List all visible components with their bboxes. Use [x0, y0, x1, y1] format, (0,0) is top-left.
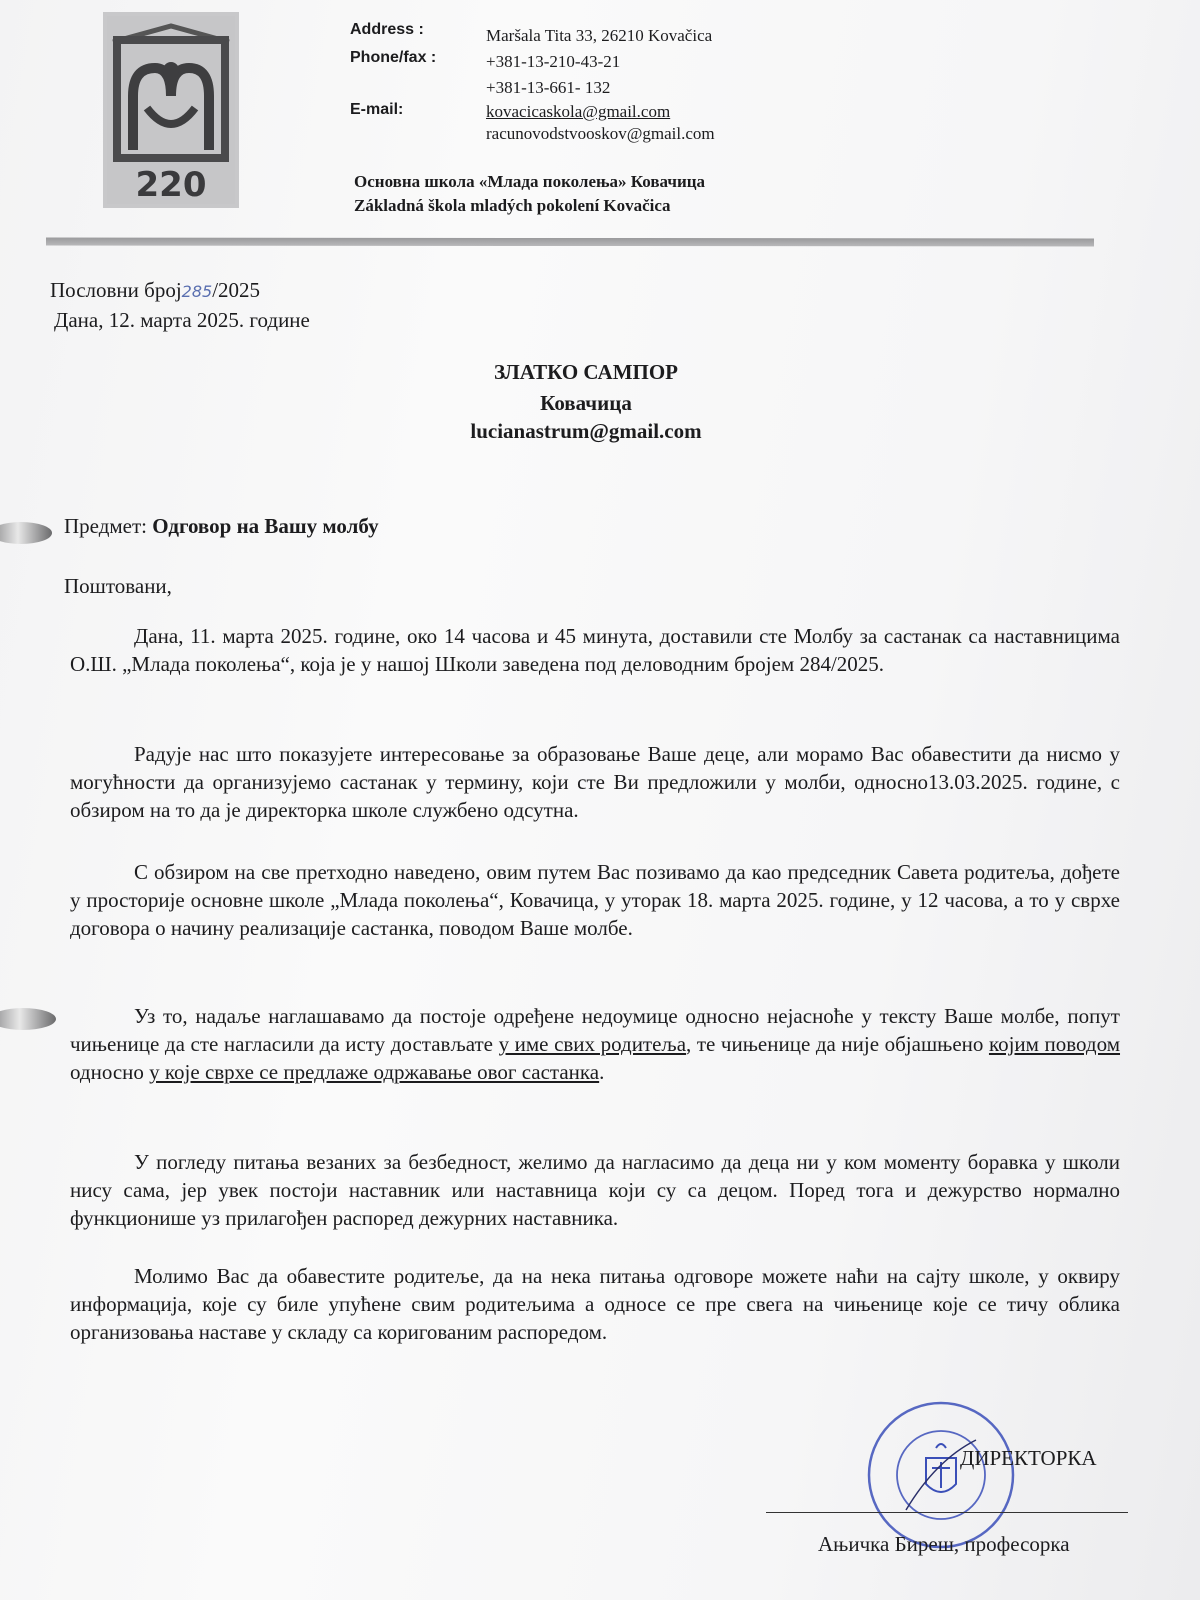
reference-prefix: Пословни број	[50, 278, 182, 302]
paragraph-4-part-b: , те чињенице да није објашњено	[686, 1032, 989, 1056]
email-label: E-mail:	[350, 101, 404, 118]
underlined-all-parents: у име свих родитеља	[498, 1032, 687, 1056]
header-divider	[46, 238, 1094, 247]
paragraph-4-part-d: .	[599, 1060, 605, 1084]
letter-date: Дана, 12. марта 2025. године	[54, 308, 310, 332]
email-1[interactable]: kovacicaskola@gmail.com	[486, 102, 671, 121]
school-logo	[103, 12, 239, 208]
reference-suffix: /2025	[212, 278, 261, 302]
logo-number: 220	[135, 165, 207, 205]
paragraph-5: У погледу питања везаних за безбедност, желимо да нагласимо да деца ни у ком моменту боравка у школи нису сама, јер увек постоји наставник или наставница који су са децом. Поред тога и дежурство нормално функционише уз прилагођен распоред дежурних наставника.	[70, 1150, 1120, 1230]
subject-label: Предмет:	[64, 514, 148, 538]
email-2[interactable]: racunovodstvooskov@gmail.com	[486, 124, 715, 143]
recipient-city: Ковачица	[540, 391, 632, 415]
binder-ring-bottom	[0, 1008, 56, 1030]
recipient-name: ЗЛАТКО САМПОР	[493, 360, 679, 384]
school-name-slovak: Základná škola mladých pokolení Kovačica	[354, 196, 671, 215]
paragraph-4-part-a: Уз то, надаље наглашавамо да постоје одређене недоумице односно нејасноће у тексту Ваше молбе, попут чињенице да сте нагласили да исту достављате	[70, 1004, 1120, 1056]
reference-handwritten: 285	[181, 282, 213, 301]
subject-text: Одговор на Вашу молбу	[152, 514, 379, 538]
school-logo-icon	[103, 12, 239, 208]
official-stamp	[866, 1400, 1016, 1550]
paragraph-2: Радује нас што показујете интересовање за образовање Ваше деце, али морамо Вас обавестити да нисмо у могућности да организујемо састанак у термину, који сте Ви предложили у молби, односно13.03.2025. године, с обзиром на то да је директорка школе службено одсутна.	[70, 742, 1120, 822]
stamp-seal-icon	[866, 1400, 1016, 1550]
underlined-which-occasion: којим поводом	[988, 1032, 1121, 1056]
reference-number	[50, 278, 260, 303]
binder-ring-top	[0, 522, 52, 544]
school-name-serbian: Основна школа «Млада поколења» Ковачица	[354, 172, 706, 191]
signature-name: Ањичка Биреш, професорка	[818, 1532, 1070, 1556]
phone-1: +381-13-210-43-21	[486, 52, 621, 71]
phone-label: Phone/fax :	[350, 49, 437, 66]
signature-line	[766, 1512, 1128, 1513]
recipient-email[interactable]: lucianastrum@gmail.com	[470, 419, 702, 443]
signature-title: ДИРЕКТОРКА	[960, 1446, 1097, 1470]
paragraph-4-part-c: односно	[70, 1060, 150, 1084]
address-value: Maršala Tita 33, 26210 Kovačica	[486, 26, 713, 45]
address-label: Address :	[350, 21, 424, 38]
phone-2: +381-13-661- 132	[486, 78, 611, 97]
subject-line	[64, 514, 379, 539]
underlined-purpose-meeting: у које сврхе се предлаже одржавање овог састанка	[149, 1060, 600, 1084]
paragraph-1: Дана, 11. марта 2025. године, око 14 часова и 45 минута, доставили сте Молбу за састанак са наставницима О.Ш. „Млада поколења“, која је у нашој Школи заведена под деловодним бројем 284/2025.	[70, 624, 1120, 676]
paragraph-6: Молимо Вас да обавестите родитеље, да на нека питања одговоре можете наћи на сајту школе, у оквиру информација, које су биле упућене свим родитељима а односе се пре свега на чињенице које се тичу облика организовања наставе у складу са коригованим распоредом.	[70, 1264, 1120, 1344]
paragraph-3: С обзиром на све претходно наведено, овим путем Вас позивамо да као председник Савета родитеља, дођете у просторије основне школе „Млада поколења“, Ковачица, у уторак 18. марта 2025. године, у 12 часова, а то у сврхе договора о начину реализације састанка, поводом Ваше молбе.	[70, 860, 1120, 940]
paragraph-4	[70, 1002, 1120, 1086]
greeting: Поштовани,	[64, 574, 172, 598]
